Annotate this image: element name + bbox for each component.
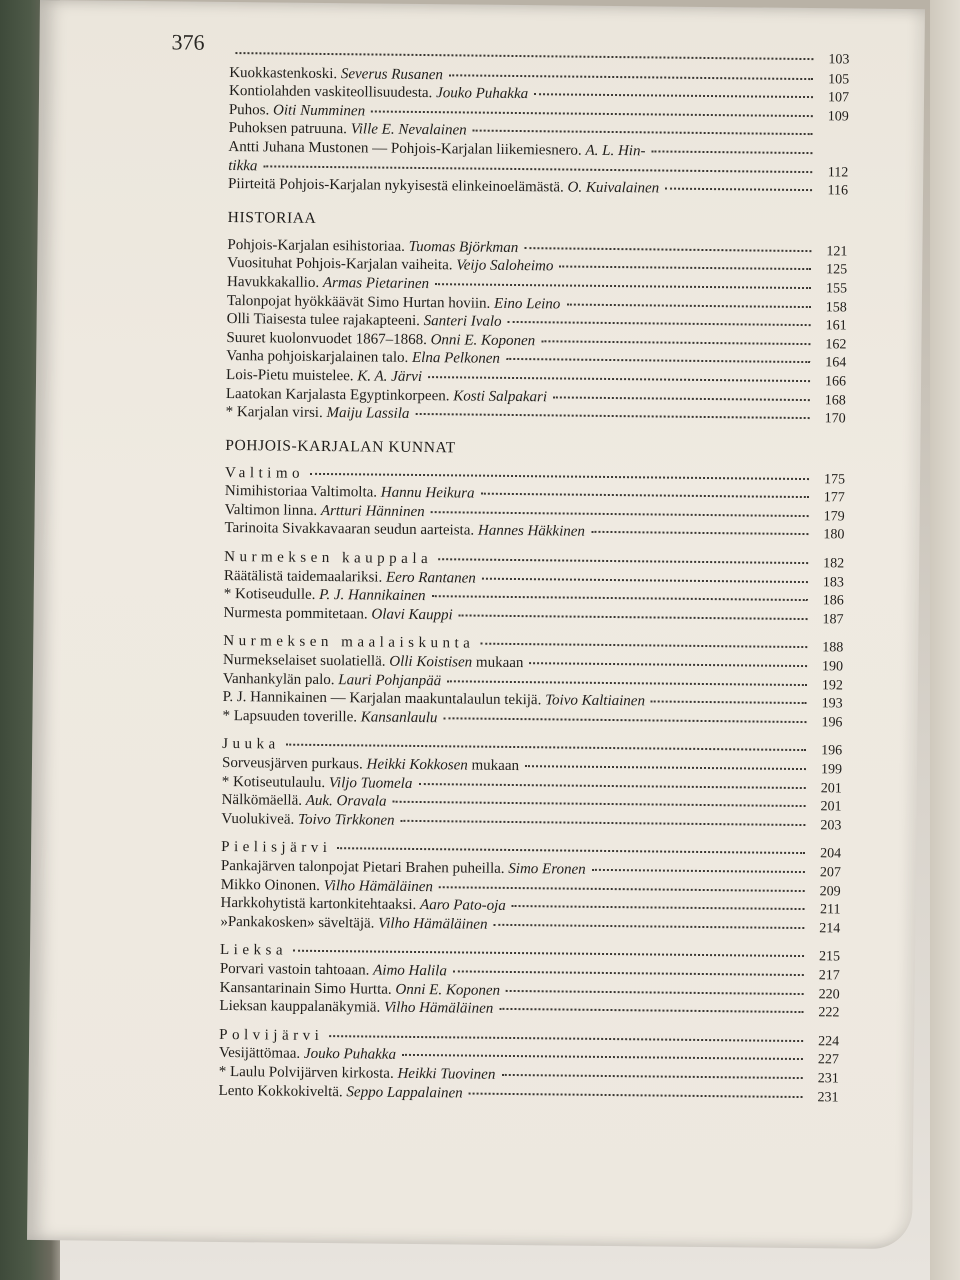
dot-leader bbox=[447, 680, 807, 686]
entry-author: Elna Pelkonen bbox=[411, 350, 501, 368]
entry-title: Nurmeksen kauppala bbox=[224, 549, 433, 568]
entry-title: Talonpojat hyökkäävät Simo Hurtan hoviin. Eino Leino bbox=[226, 292, 561, 312]
entry-page-number: 180 bbox=[823, 527, 845, 543]
entry-title: Kuokkastenkoski. Severus Rusanen bbox=[229, 64, 444, 83]
municipality-group bbox=[223, 549, 844, 630]
dot-leader bbox=[431, 511, 809, 517]
entry-author: Onni E. Koponen bbox=[430, 331, 536, 349]
municipality-group bbox=[222, 633, 843, 732]
entry-title: Puhos. Oiti Numminen bbox=[228, 101, 366, 120]
entry-author: Toivo Tirkkonen bbox=[297, 811, 395, 829]
municipality-group bbox=[221, 736, 842, 835]
dot-leader bbox=[428, 376, 810, 382]
dot-leader bbox=[418, 783, 805, 789]
entry-title: * Laulu Polvijärven kirkosta. Heikki Tuovinen bbox=[218, 1063, 496, 1083]
entry-author: Kansanlaulu bbox=[360, 709, 438, 727]
dot-leader bbox=[473, 130, 813, 136]
entry-title: Lento Kokkokiveltä. Seppo Lappalainen bbox=[218, 1082, 463, 1101]
entry-author: O. Kuivalainen bbox=[567, 179, 660, 197]
entry-author: Lauri Pohjanpää bbox=[338, 671, 442, 689]
entry-title: Nurmekselaiset suolatiellä. Olli Koistisen mukaan bbox=[223, 651, 524, 672]
entry-author: Eero Rantanen bbox=[385, 569, 476, 587]
entry-author: Hannes Häkkinen bbox=[477, 523, 586, 541]
entry-title: Polvijärvi bbox=[219, 1026, 324, 1044]
dot-leader bbox=[508, 321, 811, 326]
entry-author: Kosti Salpakari bbox=[453, 387, 548, 405]
entry-author: Vilho Hämäläinen bbox=[383, 999, 494, 1017]
entry-author: Onni E. Koponen bbox=[395, 981, 501, 999]
dot-leader bbox=[525, 765, 806, 770]
dot-leader bbox=[651, 150, 812, 154]
dot-leader bbox=[371, 110, 813, 117]
entry-title: Räätälistä taidemaalariksi. Eero Rantanen bbox=[223, 567, 476, 587]
dot-leader bbox=[480, 643, 807, 648]
entry-author: Simo Eronen bbox=[508, 860, 586, 878]
entry-author: Maiju Lassila bbox=[326, 405, 410, 422]
dot-leader bbox=[435, 283, 811, 289]
entry-title: Pohjois-Karjalan esihistoriaa. Tuomas Björkman bbox=[227, 236, 519, 256]
entry-page-number: 109 bbox=[827, 109, 849, 125]
entry-author: Oiti Numminen bbox=[272, 102, 366, 120]
entry-page-number: 116 bbox=[827, 183, 849, 199]
entry-page-number: 196 bbox=[821, 743, 843, 759]
entry-title: Kansantarinain Simo Hurtta. Onni E. Koponen bbox=[219, 979, 501, 999]
entry-title: Lois-Pietu muistelee. K. A. Järvi bbox=[226, 366, 423, 385]
entry-title: * Kotiseutulaulu. Viljo Tuomela bbox=[221, 773, 413, 792]
entry-author: Toivo Kaltiainen bbox=[545, 692, 646, 710]
dot-leader bbox=[665, 188, 812, 192]
municipality-group bbox=[218, 1027, 839, 1108]
entry-page-number: 186 bbox=[822, 593, 844, 609]
entry-page-number: 192 bbox=[821, 677, 843, 694]
entry-author: Artturi Hänninen bbox=[320, 502, 425, 520]
entry-page-number: 224 bbox=[818, 1033, 840, 1050]
dot-leader bbox=[438, 558, 808, 564]
entry-title: Mikko Oinonen. Vilho Hämäläinen bbox=[220, 876, 434, 895]
entry-title: P. J. Hannikainen — Karjalan maakuntalaulun tekijä. Toivo Kaltiainen bbox=[222, 689, 646, 710]
dot-leader bbox=[524, 247, 811, 252]
dot-leader bbox=[651, 701, 807, 705]
entry-title: Vanha pohjoiskarjalainen talo. Elna Pelkonen bbox=[226, 348, 501, 368]
dot-leader bbox=[443, 717, 806, 723]
entry-page-number: 199 bbox=[820, 762, 843, 778]
entry-page-number: 215 bbox=[818, 949, 841, 965]
entry-page-number: 209 bbox=[819, 883, 841, 899]
entry-page-number: 190 bbox=[821, 659, 844, 675]
entry-title: Lieksan kauppalanäkymiä. Vilho Hämäläinen bbox=[219, 998, 494, 1017]
dot-leader bbox=[337, 848, 805, 855]
dot-leader bbox=[432, 595, 808, 601]
entry-page-number: 220 bbox=[818, 986, 840, 1002]
dot-leader bbox=[415, 413, 809, 419]
municipality-group bbox=[224, 465, 845, 546]
entry-title: * Kotiseudulle. P. J. Hannikainen bbox=[223, 586, 426, 605]
entry-title: Valtimon linna. Artturi Hänninen bbox=[224, 501, 425, 520]
kunnat-groups bbox=[218, 465, 845, 1108]
entry-page-number: 166 bbox=[824, 374, 847, 390]
dot-leader bbox=[499, 1008, 803, 1013]
entry-title: Harkkohytistä kartonkitehtaaksi. Aaro Pato-oja bbox=[220, 895, 506, 915]
entry-author: Aimo Halila bbox=[373, 962, 447, 980]
entry-author: Ville E. Nevalainen bbox=[350, 121, 467, 139]
entry-page-number: 231 bbox=[817, 1089, 839, 1105]
entry-title: Nurmeksen maalaiskunta bbox=[223, 633, 475, 653]
entry-title: Antti Juhana Mustonen — Pohjois-Karjalan liikemiesnero. A. L. Hin- bbox=[228, 138, 646, 160]
entry-author: Seppo Lappalainen bbox=[346, 1083, 463, 1101]
entry-page-number: 183 bbox=[822, 574, 845, 591]
entry-title: Vanhankylän palo. Lauri Pohjanpää bbox=[222, 670, 442, 689]
dot-leader bbox=[453, 970, 804, 976]
dot-leader bbox=[459, 614, 808, 620]
entry-title: Vesijättömaa. Jouko Puhakka bbox=[218, 1045, 397, 1064]
entry-author: Vilho Hämäläinen bbox=[323, 877, 434, 895]
entry-page-number: 188 bbox=[822, 640, 844, 656]
table-of-contents bbox=[218, 46, 849, 1108]
entry-author: Tuomas Björkman bbox=[408, 238, 519, 256]
entry-page-number: 107 bbox=[827, 90, 850, 106]
entry-title: Nurmesta pommitetaan. Olavi Kauppi bbox=[223, 604, 453, 624]
entry-title: Porvari vastoin tahtoaan. Aimo Halila bbox=[219, 960, 447, 980]
entry-page-number: 103 bbox=[828, 52, 850, 68]
entry-author: Aaro Pato-oja bbox=[420, 897, 506, 915]
entry-title: Juuka bbox=[222, 736, 280, 753]
intro-entries bbox=[228, 46, 850, 201]
entry-author: Jouko Puhakka bbox=[436, 85, 529, 103]
entry-title: Olli Tiaisesta tulee rajakapteeni. Santeri Ivalo bbox=[226, 311, 502, 330]
dot-leader bbox=[449, 74, 813, 80]
section-heading-historiaa: HISTORIAA bbox=[227, 208, 317, 227]
entry-author: Olli Koistisen bbox=[389, 653, 473, 671]
entry-page-number: 204 bbox=[820, 846, 842, 862]
dot-leader bbox=[402, 1054, 803, 1060]
dot-leader bbox=[494, 924, 805, 929]
entry-title bbox=[228, 158, 257, 175]
dot-leader bbox=[506, 989, 804, 994]
entry-page-number: 201 bbox=[820, 780, 842, 797]
municipality-group bbox=[220, 839, 841, 938]
entry-title: »Pankakosken» säveltäjä. Vilho Hämäläinen bbox=[220, 913, 488, 933]
section-heading-kunnat: POHJOIS-KARJALAN KUNNAT bbox=[225, 436, 456, 457]
historiaa-entries bbox=[226, 237, 848, 429]
entry-page-number: 214 bbox=[819, 920, 841, 937]
entry-title: * Lapsuuden toverille. Kansanlaulu bbox=[222, 707, 438, 727]
dot-leader bbox=[529, 662, 807, 667]
dot-leader bbox=[482, 577, 808, 582]
entry-title: Pielisjärvi bbox=[221, 839, 332, 857]
entry-title: Laatokan Karjalasta Egyptinkorpeen. Kosti Salpakari bbox=[225, 385, 548, 405]
entry-page-number: 193 bbox=[821, 696, 843, 712]
entry-author: Hannu Heikura bbox=[380, 484, 475, 502]
entry-author: Viljo Tuomela bbox=[328, 774, 413, 792]
entry-page-number: 158 bbox=[825, 299, 847, 315]
entry-author: P. J. Hannikainen bbox=[319, 587, 426, 605]
entry-title: Puhoksen patruuna. Ville E. Nevalainen bbox=[228, 120, 467, 139]
entry-page-number: 161 bbox=[825, 318, 847, 334]
entry-page-number: 201 bbox=[820, 799, 842, 815]
entry-author: Santeri Ivalo bbox=[423, 313, 502, 330]
entry-page-number: 121 bbox=[826, 243, 848, 260]
dot-leader bbox=[263, 165, 812, 173]
entry-page-number: 105 bbox=[828, 71, 850, 88]
dot-leader bbox=[481, 493, 809, 498]
entry-page-number: 217 bbox=[818, 968, 840, 984]
dot-leader bbox=[235, 52, 813, 60]
entry-author: Severus Rusanen bbox=[340, 65, 444, 83]
entry-page-number: 164 bbox=[825, 355, 847, 371]
dot-leader bbox=[506, 358, 810, 363]
entry-author: Auk. Oravala bbox=[305, 793, 387, 810]
entry-page-number: 112 bbox=[827, 164, 849, 181]
entry-page-number: 177 bbox=[823, 490, 845, 506]
entry-page-number: 175 bbox=[823, 471, 846, 488]
entry-page-number: 125 bbox=[826, 262, 848, 278]
dot-leader bbox=[591, 531, 809, 535]
dot-leader bbox=[293, 950, 804, 957]
entry-author: Heikki Kokkosen bbox=[366, 756, 468, 774]
entry-title: Kontiolahden vaskiteollisuudesta. Jouko Puhakka bbox=[228, 83, 529, 103]
entry-title: Sorveusjärven purkaus. Heikki Kokkosen mukaan bbox=[221, 754, 520, 775]
entry-page-number: 179 bbox=[823, 509, 845, 525]
entry-page-number: 196 bbox=[821, 715, 843, 731]
entry-title: Havukkakallio. Armas Pietarinen bbox=[226, 273, 430, 293]
entry-author: Jouko Puhakka bbox=[303, 1046, 397, 1064]
entry-author: Veijo Saloheimo bbox=[456, 257, 554, 275]
entry-page-number: 203 bbox=[820, 817, 842, 834]
entry-title: Vuosituhat Pohjois-Karjalan vaiheita. Veijo Saloheimo bbox=[227, 255, 554, 275]
dot-leader bbox=[310, 473, 809, 480]
dot-leader bbox=[469, 1092, 803, 1097]
entry-author: Olavi Kauppi bbox=[371, 606, 453, 624]
dot-leader bbox=[566, 303, 811, 308]
dot-leader bbox=[559, 266, 811, 271]
entry-page-number: 155 bbox=[825, 281, 848, 297]
dot-leader bbox=[286, 744, 806, 751]
dot-leader bbox=[439, 886, 805, 892]
entry-page-number: 168 bbox=[824, 392, 846, 408]
dot-leader bbox=[329, 1035, 803, 1042]
entry-page-number: 222 bbox=[818, 1005, 840, 1021]
entry-page-number: 227 bbox=[817, 1052, 840, 1068]
dot-leader bbox=[541, 340, 810, 345]
dot-leader bbox=[534, 93, 813, 98]
entry-page-number: 187 bbox=[822, 612, 844, 628]
entry-title: Nälkömäellä. Auk. Oravala bbox=[221, 792, 387, 810]
entry-page-number: 162 bbox=[825, 336, 847, 353]
page-number: 376 bbox=[171, 29, 205, 55]
dot-leader bbox=[393, 801, 806, 807]
entry-author: tikka bbox=[228, 157, 258, 174]
entry-author: Eino Leino bbox=[494, 295, 561, 312]
entry-author: K. A. Järvi bbox=[357, 368, 423, 385]
entry-title: Vuolukiveä. Toivo Tirkkonen bbox=[221, 810, 395, 829]
entry-title: Lieksa bbox=[219, 942, 288, 959]
entry-author: Armas Pietarinen bbox=[322, 274, 430, 293]
entry-title: Piirteitä Pohjois-Karjalan nykyisestä elinkeinoelämästä. O. Kuivalainen bbox=[227, 176, 660, 197]
dot-leader bbox=[401, 820, 806, 826]
entry-author: Heikki Tuovinen bbox=[397, 1065, 496, 1083]
entry-title: Suuret kuolonvuodet 1867–1868. Onni E. Koponen bbox=[226, 329, 536, 349]
entry-page-number: 207 bbox=[819, 865, 841, 881]
entry-title: Tarinoita Sivakkavaaran seudun aarteista. Hannes Häkkinen bbox=[224, 520, 586, 541]
entry-page-number: 170 bbox=[824, 411, 846, 427]
entry-title: * Karjalan virsi. Maiju Lassila bbox=[225, 404, 410, 422]
book-page bbox=[27, 0, 925, 1249]
entry-page-number: 231 bbox=[817, 1071, 839, 1087]
dot-leader bbox=[512, 905, 805, 910]
dot-leader bbox=[553, 396, 810, 401]
entry-title: Nimihistoriaa Valtimolta. Hannu Heikura bbox=[224, 483, 475, 502]
entry-page-number: 211 bbox=[819, 902, 841, 918]
municipality-group bbox=[219, 942, 840, 1023]
entry-page-number: 182 bbox=[823, 556, 845, 572]
facing-page-edge bbox=[930, 0, 960, 1280]
entry-title: Pankajärven talonpojat Pietari Brahen puheilla. Simo Eronen bbox=[220, 857, 586, 878]
dot-leader bbox=[592, 869, 805, 873]
entry-title: Valtimo bbox=[224, 464, 305, 482]
entry-author: A. L. Hin- bbox=[585, 142, 646, 160]
dot-leader bbox=[501, 1074, 802, 1079]
entry-author: Vilho Hämäläinen bbox=[378, 915, 488, 933]
